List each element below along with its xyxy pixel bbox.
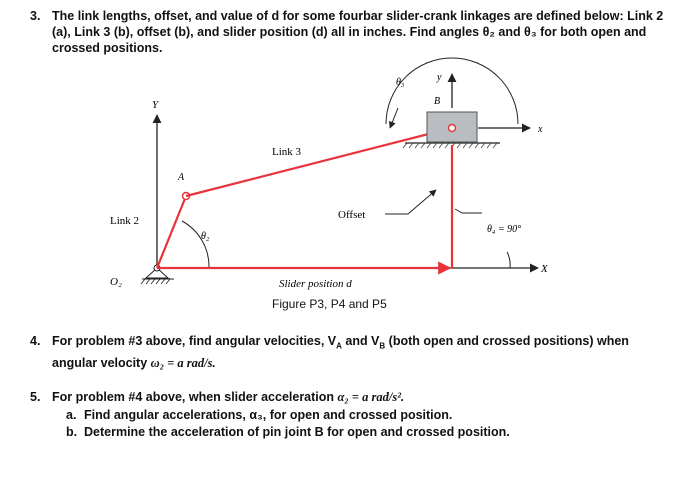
theta3-label: θ₃ <box>396 77 405 88</box>
theta2-label: θ₂ <box>201 231 210 242</box>
link-3 <box>186 128 452 196</box>
local-x-label: x <box>538 124 543 135</box>
pin-b <box>449 125 456 132</box>
theta4-marker-tick <box>455 209 462 213</box>
theta3-arrow <box>390 108 398 128</box>
local-y-label: y <box>437 72 442 83</box>
point-a-label: A <box>178 172 185 183</box>
theta2-arc <box>182 221 209 268</box>
slider-acceleration-expr: α₂ = a rad/s². <box>337 390 405 404</box>
theta4-arc <box>507 252 510 268</box>
problem-number: 3. <box>30 9 41 23</box>
offset-label: Offset <box>338 209 366 221</box>
problem-number: 4. <box>30 334 41 348</box>
offset-leader-diag <box>408 190 436 214</box>
slider-position-label: Slider position d <box>279 278 352 290</box>
point-b-label: B <box>434 96 441 107</box>
theta4-label: θ₄ = 90° <box>487 224 522 235</box>
figure-caption: Figure P3, P4 and P5 <box>272 297 387 311</box>
problem-number: 5. <box>30 390 41 404</box>
y-axis-label: Y <box>152 99 159 111</box>
problem-text: For problem #3 above, find angular velocities, $V_A$ and $V_B$ (both open and crossed positions) when angular velocity ω₂ = a rad/s. <box>52 334 629 370</box>
origin-label: O₂ <box>110 276 122 288</box>
link-2-label: Link 2 <box>110 215 140 227</box>
problem-text: For problem #4 above, when slider acceleration α₂ = a rad/s². <box>52 390 405 404</box>
problem-text: The link lengths, offset, and value of d for some fourbar slider-crank linkages are defined below: Link 2 (a), Link 3 (b), offset (b), and slider position (d) all in inches. Find angles θ₂ and θ₃ for both open and crossed positions. <box>52 9 664 55</box>
link-2 <box>157 196 186 268</box>
link-3-label: Link 3 <box>272 146 302 158</box>
angular-velocity-expr: ω₂ = a rad/s. <box>150 355 216 370</box>
x-axis-label: X <box>541 263 548 275</box>
